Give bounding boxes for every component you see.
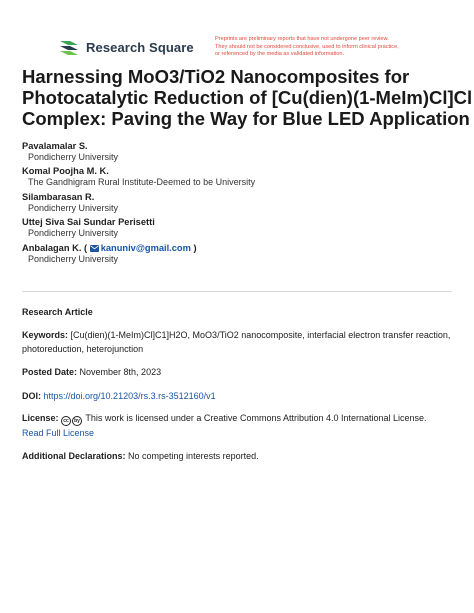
author-entry [22,243,452,265]
title-line: Photocatalytic Reduction of [Cu(dien)(1-MeIm)Cl]Cl [22,87,473,108]
keywords [22,328,454,356]
author-affiliation: Pondicherry University [28,228,119,239]
author-affiliation: Pondicherry University [28,253,119,264]
doi-label: DOI: [22,391,41,401]
posted-date-value: November 8th, 2023 [79,367,162,377]
declarations-value: No competing interests reported. [128,451,259,461]
paren-open: ( [84,242,88,253]
header [58,36,458,62]
notice-line: They should not be considered conclusive, used to inform clinical practice, [215,43,399,50]
title-line: Complex: Paving the Way for Blue LED Application [22,108,470,129]
envelope-icon [90,245,99,252]
preprint-notice [215,36,445,59]
article-type [22,305,454,319]
license [22,411,454,440]
additional-declarations [22,449,454,463]
author-entry [22,192,452,214]
author-name[interactable]: Pavalamalar S. [22,141,88,151]
corresponding-author [22,243,452,254]
doi [22,389,454,403]
author-list [22,141,452,268]
author-name[interactable]: Anbalagan K. [22,242,82,253]
cc-icon: cc [61,416,71,426]
author-name[interactable]: Uttej Siva Sai Sundar Perisetti [22,217,155,228]
paren-close: ) [193,242,197,253]
author-email-link[interactable] [90,242,197,253]
author-affiliation: Pondicherry University [28,152,119,162]
research-square-logo-icon [58,38,80,56]
keywords-value-line2: photoreduction, heterojunction [22,344,144,354]
keywords-label: Keywords: [22,330,69,340]
attribution-icon: by [72,416,82,426]
article-type-value: Research Article [22,307,93,317]
license-label: License: [22,413,59,423]
keywords-value: [Cu(dien)(1-MeIm)Cl]C1]H2O, MoO3/TiO2 nanocomposite, interfacial electron transfer reaction, [70,330,451,340]
divider [22,291,452,292]
author-name[interactable]: Komal Poojha M. K. [22,166,109,177]
author-entry [22,166,452,188]
read-full-license-link[interactable]: Read Full License [22,428,95,438]
author-entry [22,217,452,239]
author-affiliation: The Gandhigram Rural Institute-Deemed to be University [28,177,256,188]
author-email: kanuniv@gmail.com [100,242,191,253]
notice-line: Preprints are preliminary reports that have not undergone peer review. [215,36,389,42]
author-affiliation: Pondicherry University [28,202,119,213]
author-name[interactable]: Silambarasan R. [22,191,95,202]
license-text: This work is licensed under a Creative Commons Attribution 4.0 International License. [85,413,427,423]
research-square-logo[interactable] [58,38,194,56]
declarations-label: Additional Declarations: [22,451,126,461]
notice-line: or referenced by the media as validated information. [215,51,345,58]
doi-link[interactable]: https://doi.org/10.21203/rs.3.rs-3512160/v1 [43,391,216,401]
brand-name: Research Square [86,39,194,55]
posted-date [22,365,454,379]
author-entry [22,141,452,163]
posted-date-label: Posted Date: [22,367,78,377]
title-line: Harnessing MoO3/TiO2 Nanocomposites for [22,66,410,87]
article-title [22,66,473,129]
